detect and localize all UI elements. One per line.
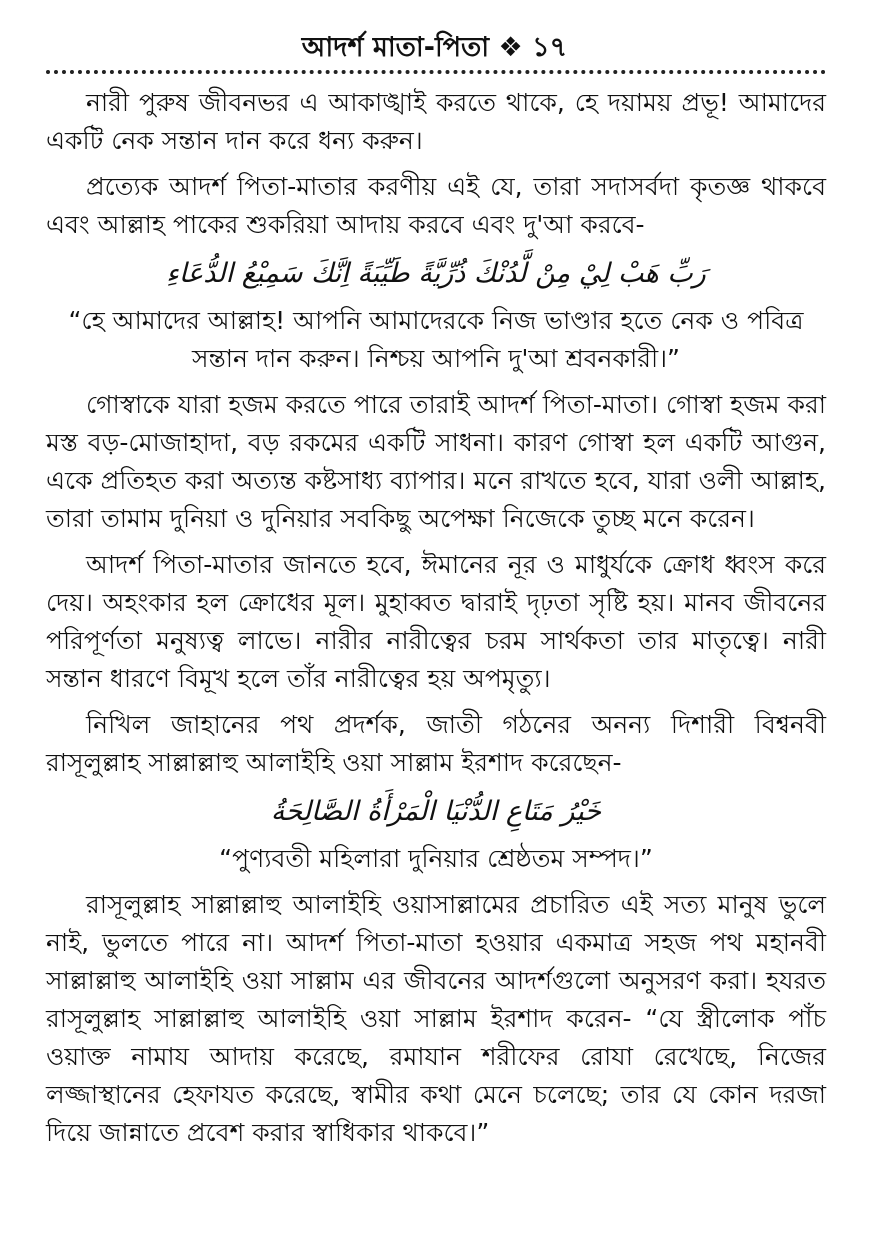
dotted-divider xyxy=(46,70,826,74)
dua-translation: “হে আমাদের আল্লাহ! আপনি আমাদেরকে নিজ ভাণ্ডার হতে নেক ও পবিত্র সন্তান দান করুন। নিশ্চয় আপনি দু'আ শ্রবনকারী।” xyxy=(68,306,804,373)
page-body xyxy=(46,84,826,1160)
arabic-dua: رَبِّ هَبْ لِيْ مِنْ لَّدُنْكَ ذُرِّيَّةً طَيِّبَةً اِنَّكَ سَمِيْعُ الدُّعَاءِ xyxy=(166,258,706,289)
paragraph-6: রাসূলুল্লাহ সাল্লাল্লাহু আলাইহি ওয়াসাল্লামের প্রচারিত এই সত্য মানুষ ভুলে নাই, ভুলতে পারে না। আদর্শ পিতা-মাতা হওয়ার একমাত্র সহজ পথ মহানবী সাল্লাল্লাহু আলাইহি ওয়া সাল্লাম এর জীবনের আদর্শগুলো অনুসরণ করা। হযরত রাসূলুল্লাহ সাল্লাল্লাহু আলাইহি ওয়া সাল্লাম ইরশাদ করেন- “যে স্ত্রীলোক পাঁচ ওয়াক্ত নামায আদায় করেছে, রমাযান শরীফের রোযা রেখেছে, নিজের লজ্জাস্থানের হেফাযত করেছে, স্বামীর কথা মেনে চলেছে; তার যে কোন দরজা দিয়ে জান্নাতে প্রবেশ করার স্বাধিকার থাকবে।” xyxy=(46,890,826,1147)
arabic-hadith: خَيْرُ مَتَاعِ الدُّنْيَا الْمَرْأَةُ الصَّالِحَةُ xyxy=(270,796,602,827)
page-header: আদর্শ মাতা-পিতা ❖ ১৭ xyxy=(301,32,568,63)
paragraph-5: নিখিল জাহানের পথ প্রদর্শক, জাতী গঠনের অনন্য দিশারী বিশ্বনবী রাসূলুল্লাহ সাল্লাল্লাহু আলাইহি ওয়া সাল্লাম ইরশাদ করেছেন- xyxy=(46,710,826,777)
paragraph-3: গোস্বাকে যারা হজম করতে পারে তারাই আদর্শ পিতা-মাতা। গোস্বা হজম করা মস্ত বড়-মোজাহাদা, বড় রকমের একটি সাধনা। কারণ গোস্বা হল একটি আগুন, একে প্রতিহত করা অত্যন্ত কষ্টসাধ্য ব্যাপার। মনে রাখতে হবে, যারা ওলী আল্লাহ, তারা তামাম দুনিয়া ও দুনিয়ার সবকিছু অপেক্ষা নিজেকে তুচ্ছ মনে করেন। xyxy=(46,390,826,533)
paragraph-4: আদর্শ পিতা-মাতার জানতে হবে, ঈমানের নূর ও মাধুর্যকে ক্রোধ ধ্বংস করে দেয়। অহংকার হল ক্রোধের মূল। মুহাব্বত দ্বারাই দৃঢ়তা সৃষ্টি হয়। মানব জীবনের পরিপূর্ণতা মনুষ্যত্ব লাভে। নারীর নারীত্বের চরম সার্থকতা তার মাতৃত্বে। নারী সন্তান ধারণে বিমূখ হলে তাঁর নারীত্বের হয় অপমৃত্যু। xyxy=(46,550,826,693)
paragraph-1: নারী পুরুষ জীবনভর এ আকাঙ্খাই করতে থাকে, হে দয়াময় প্রভূ! আমাদের একটি নেক সন্তান দান করে ধন্য করুন। xyxy=(46,88,826,155)
paragraph-2: প্রত্যেক আদর্শ পিতা-মাতার করণীয় এই যে, তারা সদাসর্বদা কৃতজ্ঞ থাকবে এবং আল্লাহ পাকের শুকরিয়া আদায় করবে এবং দু'আ করবে- xyxy=(46,172,826,239)
hadith-translation: “পুণ্যবতী মহিলারা দুনিয়ার শ্রেষ্ঠতম সম্পদ।” xyxy=(219,844,653,873)
